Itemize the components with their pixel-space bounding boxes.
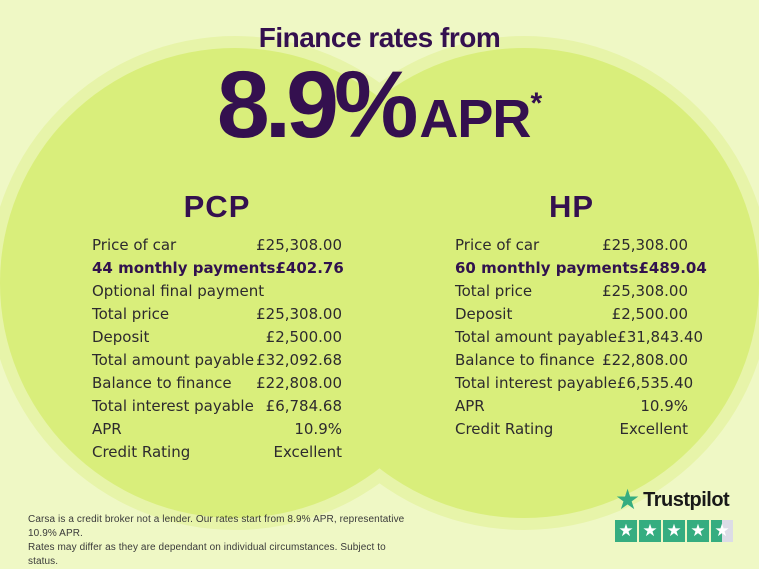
disclaimer-line-1: Carsa is a credit broker not a lender. Our rates start from 8.9% APR, representative 10.9% APR. xyxy=(28,514,405,539)
hp-table-title: HP xyxy=(548,189,595,224)
star-icon: ★ xyxy=(714,520,730,541)
rating-star-box xyxy=(615,520,637,542)
banner-title: Finance rates from xyxy=(258,22,501,53)
table-row xyxy=(455,328,704,351)
trustpilot-star-icon: ★ xyxy=(615,483,641,516)
row-value: Excellent xyxy=(273,443,342,461)
row-label: Total price xyxy=(455,282,533,300)
row-label: APR xyxy=(455,397,485,415)
row-value: £6,535.40 xyxy=(616,374,694,392)
table-row xyxy=(455,305,688,328)
rate-value: 8.9% xyxy=(216,52,414,158)
row-label: 44 monthly payments xyxy=(92,259,276,277)
row-value: £31,843.40 xyxy=(617,328,704,346)
row-label: Price of car xyxy=(92,236,177,254)
row-label: Credit Rating xyxy=(455,420,554,438)
row-label: Total interest payable xyxy=(92,397,254,415)
rating-star-box xyxy=(687,520,709,542)
row-label: Total interest payable xyxy=(455,374,617,392)
star-icon: ★ xyxy=(642,520,658,541)
table-row xyxy=(455,236,688,259)
row-value: £25,308.00 xyxy=(602,282,688,300)
row-value: £2,500.00 xyxy=(611,305,688,323)
table-row xyxy=(455,420,688,443)
pcp-table-title: PCP xyxy=(183,189,251,224)
row-value: £25,308.00 xyxy=(256,236,342,254)
table-row xyxy=(92,374,342,397)
trustpilot-badge xyxy=(615,483,735,542)
row-value: £22,808.00 xyxy=(602,351,688,369)
rating-star-box xyxy=(639,520,661,542)
rate-unit: APR xyxy=(419,89,531,149)
footnote-asterisk: * xyxy=(530,86,543,120)
row-label: APR xyxy=(92,420,122,438)
row-label: Credit Rating xyxy=(92,443,191,461)
pcp-finance-table xyxy=(92,189,342,466)
row-value: £489.04 xyxy=(638,259,707,277)
table-row xyxy=(455,282,688,305)
row-label: Deposit xyxy=(455,305,513,323)
row-value: £2,500.00 xyxy=(265,328,342,346)
disclaimer-line-2: Rates may differ as they are dependant on individual circumstances. Subject to status. xyxy=(28,542,386,567)
star-icon: ★ xyxy=(666,520,682,541)
trustpilot-rating-stars xyxy=(615,520,735,542)
row-value: 10.9% xyxy=(294,420,342,438)
rating-star-box xyxy=(711,520,733,542)
trustpilot-wordmark: Trustpilot xyxy=(643,488,730,511)
row-label: 60 monthly payments xyxy=(455,259,639,277)
table-row xyxy=(92,259,342,282)
row-label: Balance to finance xyxy=(455,351,595,369)
headline-rate xyxy=(0,52,759,158)
table-row xyxy=(92,236,342,259)
row-value: £32,092.68 xyxy=(256,351,342,369)
row-value: £402.76 xyxy=(275,259,344,277)
table-row xyxy=(92,328,342,351)
hp-table-rows xyxy=(455,236,707,443)
row-value: £6,784.68 xyxy=(265,397,342,415)
table-row xyxy=(92,305,342,328)
table-row xyxy=(455,351,688,374)
row-label: Deposit xyxy=(92,328,150,346)
hp-finance-table xyxy=(455,189,707,443)
row-value: £22,808.00 xyxy=(256,374,342,392)
row-label: Optional final payment xyxy=(92,282,265,300)
rating-star-box xyxy=(663,520,685,542)
table-row xyxy=(92,397,342,420)
legal-disclaimer xyxy=(28,513,418,569)
row-label: Total price xyxy=(92,305,170,323)
pcp-table-rows xyxy=(92,236,342,466)
table-row xyxy=(92,282,342,305)
row-label: Balance to finance xyxy=(92,374,232,392)
row-value: £25,308.00 xyxy=(256,305,342,323)
row-value: £25,308.00 xyxy=(602,236,688,254)
table-row xyxy=(455,397,688,420)
star-icon: ★ xyxy=(690,520,706,541)
table-row xyxy=(92,351,342,374)
table-row xyxy=(455,374,694,397)
row-label: Total amount payable xyxy=(455,328,618,346)
star-icon: ★ xyxy=(618,520,634,541)
row-value: 10.9% xyxy=(640,397,688,415)
table-row xyxy=(455,259,707,282)
row-label: Total amount payable xyxy=(92,351,255,369)
row-label: Price of car xyxy=(455,236,540,254)
trustpilot-logo xyxy=(615,483,735,516)
row-value: Excellent xyxy=(619,420,688,438)
table-row xyxy=(92,420,342,443)
table-row xyxy=(92,443,342,466)
